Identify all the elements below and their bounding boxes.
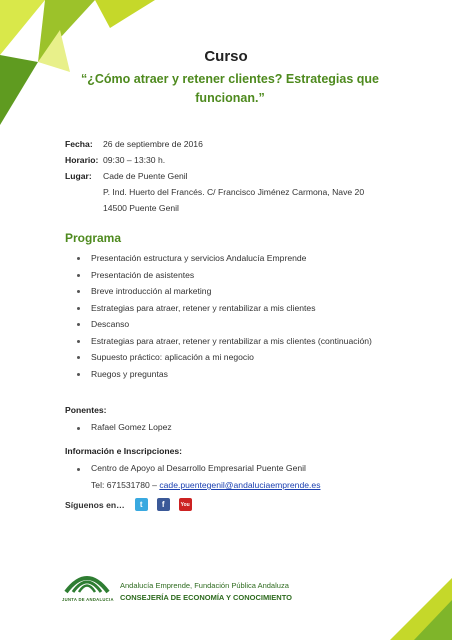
schedule-label: Horario: — [65, 155, 99, 165]
list-item: Supuesto práctico: aplicación a mi negocio — [65, 349, 372, 366]
footer-line-1: Andalucía Emprende, Fundación Pública Andaluza — [120, 581, 289, 590]
location-name: Cade de Puente Genil — [103, 171, 188, 181]
junta-andalucia-logo-icon — [62, 566, 112, 596]
registration-list — [65, 463, 306, 473]
email-link[interactable]: cade.puentegenil@andaluciaemprende.es — [159, 480, 321, 490]
logo-caption: JUNTA DE ANDALUCIA — [62, 597, 114, 602]
list-item: Estrategias para atraer, retener y rentabilizar a mis clientes (continuación) — [65, 333, 372, 350]
page-title: Curso — [204, 48, 248, 65]
registration-heading: Información e Inscripciones: — [65, 446, 182, 456]
footer-text — [120, 581, 292, 602]
speakers-heading: Ponentes: — [65, 405, 107, 415]
speakers-list — [65, 422, 172, 432]
schedule-value: 09:30 – 13:30 h. — [103, 155, 166, 165]
list-item: Presentación de asistentes — [65, 267, 372, 284]
registration-center: Centro de Apoyo al Desarrollo Empresarial Puente Genil — [65, 463, 306, 473]
date-value: 26 de septiembre de 2016 — [103, 139, 203, 149]
speaker-name: Rafael Gomez Lopez — [65, 422, 172, 432]
phone-text: Tel: 671531780 – — [91, 480, 160, 490]
footer-line-2: CONSEJERÍA DE ECONOMÍA Y CONOCIMIENTO — [120, 593, 292, 602]
twitter-icon[interactable]: t — [135, 498, 148, 511]
corner-decoration-bottom-right — [390, 578, 452, 640]
list-item: Presentación estructura y servicios Andalucía Emprende — [65, 250, 372, 267]
program-list — [65, 250, 372, 382]
social-links — [65, 498, 201, 511]
youtube-icon[interactable]: You — [179, 498, 192, 511]
list-item: Descanso — [65, 316, 372, 333]
location-address: P. Ind. Huerto del Francés. C/ Francisco Jiménez Carmona, Nave 20 — [103, 187, 365, 197]
location-label: Lugar: — [65, 171, 92, 181]
list-item: Breve introducción al marketing — [65, 283, 372, 300]
subtitle-line-2: funcionan.” — [195, 91, 265, 105]
subtitle-line-1: “¿Cómo atraer y retener clientes? Estrategias que — [80, 72, 380, 86]
course-subtitle — [80, 70, 380, 108]
social-label: Síguenos en… — [65, 499, 125, 510]
event-info — [65, 136, 364, 216]
contact-line — [91, 480, 321, 490]
program-heading: Programa — [65, 231, 122, 245]
list-item: Ruegos y preguntas — [65, 366, 372, 383]
corner-decoration-top-left — [0, 0, 160, 130]
list-item: Estrategias para atraer, retener y rentabilizar a mis clientes — [65, 300, 372, 317]
date-label: Fecha: — [65, 139, 93, 149]
location-postcode: 14500 Puente Genil — [103, 203, 179, 213]
facebook-icon[interactable]: f — [157, 498, 170, 511]
